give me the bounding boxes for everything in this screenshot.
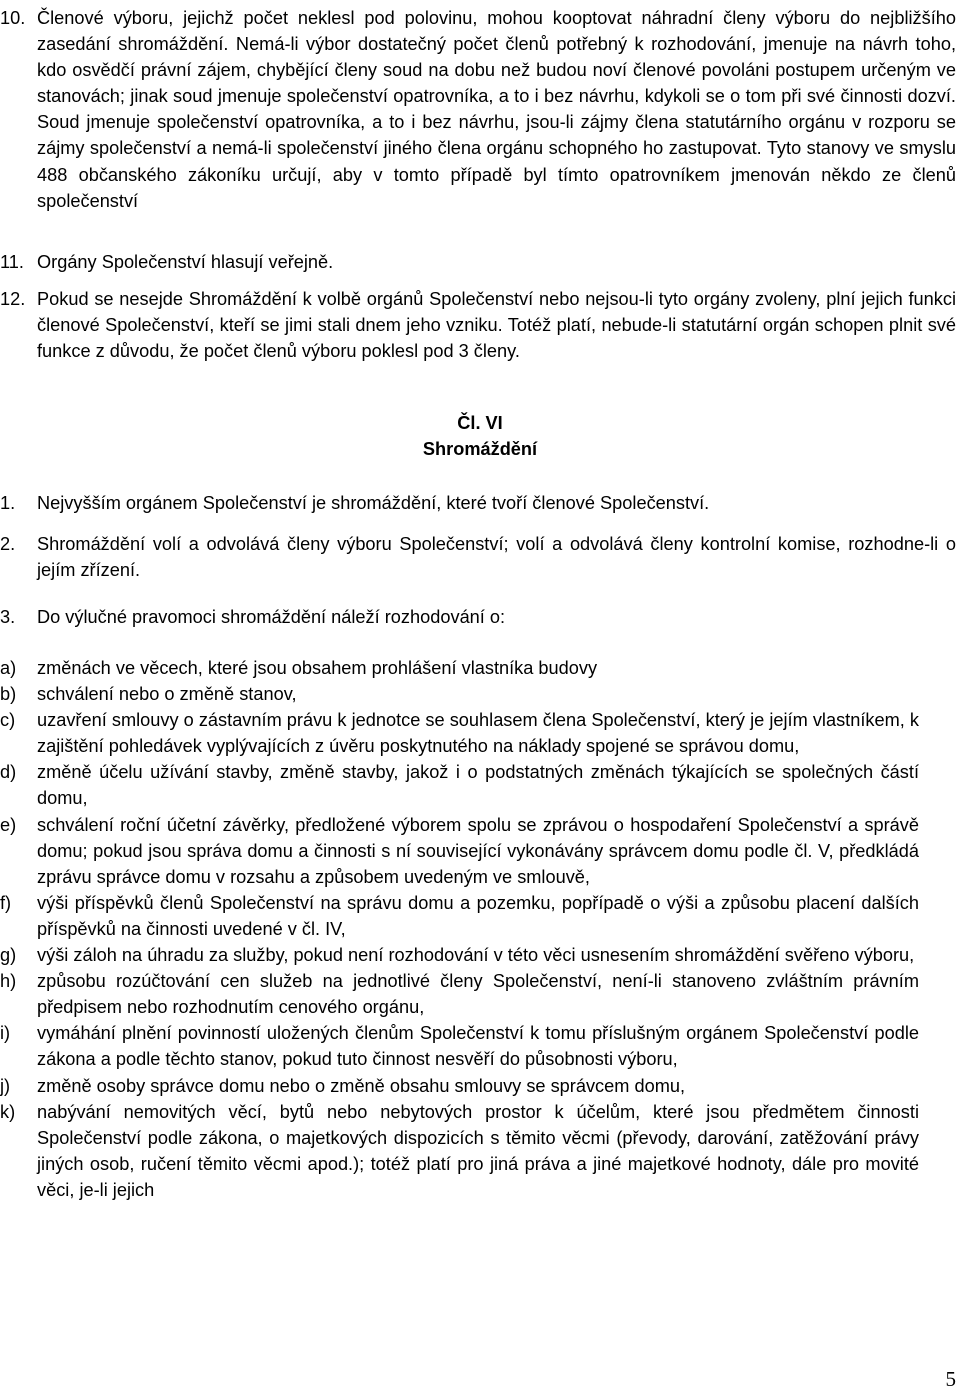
article-title: Shromáždění: [422, 439, 538, 459]
paragraph-11: [0, 249, 956, 275]
list-item-text: výši příspěvků členů Společenství na správu domu a pozemku, popřípadě o výši a způsobu placení dalších příspěvků na činnosti uvedené v čl. IV,: [37, 892, 919, 939]
list-item-text: změně účelu užívání stavby, změně stavby, jakož i o podstatných změnách týkajících se společných částí domu,: [37, 762, 919, 809]
paragraph-number: 3.: [0, 607, 16, 627]
paragraph-text: Shromáždění volí a odvolává členy výboru Společenství; volí a odvolává členy kontrolní komise, rozhodne-li o jejím zřízení.: [37, 534, 956, 581]
paragraph-number: 2.: [0, 534, 16, 554]
list-marker: d): [0, 762, 17, 783]
list-item-text: změnách ve věcech, které jsou obsahem prohlášení vlastníka budovy: [37, 658, 598, 678]
powers-list: [0, 655, 919, 1203]
list-item: [0, 968, 919, 1020]
list-item-text: výši záloh na úhradu za služby, pokud není rozhodování v této věci usnesením shromáždění svěřeno výboru,: [37, 945, 915, 966]
list-marker: f): [0, 892, 12, 913]
paragraph-number: 12.: [0, 289, 26, 309]
list-marker: h): [0, 971, 17, 992]
paragraph-text: Pokud se nesejde Shromáždění k volbě orgánů Společenství nebo nejsou-li tyto orgány zvoleny, plní jejich funkci členové Společenství, kteří se jimi stali dnem jeho vzniku. Totéž platí, nebude-li statutární orgán schopen plnit své funkce z důvodu, že počet členů výboru poklesl pod 3 členy.: [37, 289, 956, 362]
paragraph-text: Členové výboru, jejichž počet neklesl pod polovinu, mohou kooptovat náhradní členy výboru do nejbližšího zasedání shromáždění. Nemá-li výbor dostatečný počet členů potřebný k rozhodování, jmenuje na návrh toho, kdo osvědčí právní zájem, chybějící členy soud na dobu než budou noví členové povoláni postupem určeným ve stanovách; jinak soud jmenuje společenství opatrovníka, a to i bez návrhu, kdykoli se o tom při své činnosti dozví. Soud jmenuje společenství opatrovníka, a to i bez návrhu, jsou-li zájmy člena statutárního orgánu v rozporu se zájmy společenství a nemá-li společenství jiného člena orgánu schopného ho zastupovat. Tyto stanovy ve smyslu 488 občanského zákoníku určují, aby v tomto případě byl tímto opatrovníkem jmenován někdo ze členů společenství: [37, 8, 956, 211]
paragraph-12: [0, 286, 956, 364]
paragraph-number: 1.: [0, 493, 16, 513]
list-item: [0, 1073, 919, 1099]
list-item: [0, 681, 919, 707]
article-paragraph-1: [0, 490, 956, 516]
list-marker: b): [0, 684, 17, 705]
paragraph-number: 11.: [0, 252, 24, 272]
list-item: [0, 655, 919, 681]
list-item-text: změně osoby správce domu nebo o změně obsahu smlouvy se správcem domu,: [37, 1075, 686, 1096]
list-item-text: uzavření smlouvy o zástavním právu k jednotce se souhlasem člena Společenství, který je jejím vlastníkem, k zajištění pohledávek vyplývajících z úvěru poskytnutého na náklady spojené se správou domu,: [37, 710, 919, 757]
page-number: 5: [945, 1367, 956, 1391]
list-item-text: vymáhání plnění povinností uložených členům Společenství k tomu příslušným orgánem Společenství podle zákona a podle těchto stanov, pokud tuto činnost nesvěří do působnosti výboru,: [37, 1023, 919, 1070]
list-marker: e): [0, 814, 17, 835]
list-item-text: schválení roční účetní závěrky, předložené výborem spolu se zprávou o hospodaření Společenství a správě domu; pokud jsou správa domu a činnosti s ní související vykonávány správcem domu podle čl. V, předkládá zprávu správce domu v rozsahu a způsobem uvedeným ve smlouvě,: [37, 814, 919, 887]
list-item: [0, 759, 919, 811]
list-item: [0, 1020, 919, 1072]
list-marker: j): [0, 1075, 11, 1096]
list-marker: g): [0, 945, 17, 966]
list-marker: a): [0, 658, 17, 678]
list-item: [0, 812, 919, 890]
list-item: [0, 707, 919, 759]
paragraph-number: 10.: [0, 8, 26, 28]
paragraph-text: Orgány Společenství hlasují veřejně.: [37, 252, 334, 272]
list-item-text: nabývání nemovitých věcí, bytů nebo nebytových prostor k účelům, které jsou předmětem činnosti Společenství podle zákona, o majetkových dispozicích s těmito věcmi (převody, darování, zatěžování právy jiných osob, ručení těmito věcmi apod.); totéž platí pro jiná práva a jiné majetkové hodnoty, dále pro movité věci, je-li jejich: [37, 1101, 919, 1200]
list-marker: k): [0, 1101, 16, 1122]
article-number: Čl. VI: [457, 413, 503, 433]
list-item: [0, 942, 919, 968]
paragraph-text: Nejvyšším orgánem Společenství je shromáždění, které tvoří členové Společenství.: [37, 493, 710, 513]
list-item-text: schválení nebo o změně stanov,: [37, 684, 297, 705]
list-marker: c): [0, 710, 16, 731]
article-paragraph-2: [0, 531, 956, 583]
article-paragraph-3: [0, 604, 956, 630]
article-heading: [0, 410, 960, 462]
list-item: [0, 1099, 919, 1203]
list-item-text: způsobu rozúčtování cen služeb na jednotlivé členy Společenství, není-li stanoveno zvláštním právním předpisem nebo rozhodnutím cenového orgánu,: [37, 971, 919, 1018]
paragraph-text: Do výlučné pravomoci shromáždění náleží rozhodování o:: [37, 607, 506, 627]
list-marker: i): [0, 1023, 11, 1044]
list-item: [0, 890, 919, 942]
paragraph-10: [0, 5, 956, 214]
